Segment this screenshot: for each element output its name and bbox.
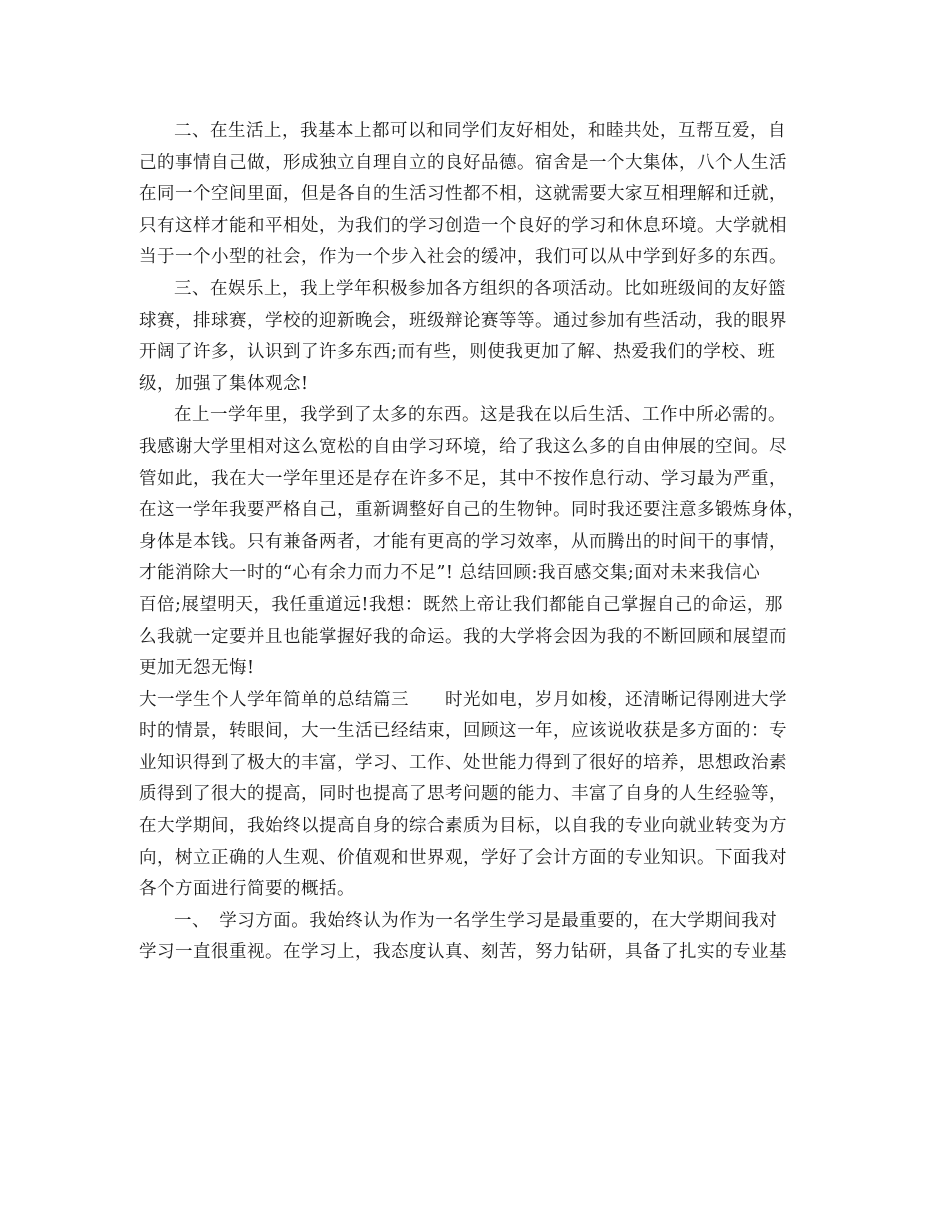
text-line: 在上一学年里，我学到了太多的东西。这是我在以后生活、工作中所必需的。: [174, 405, 786, 426]
text-line: 在大学期间，我始终以提高自身的综合素质为目标，以自我的专业向就业转变为方: [139, 816, 787, 837]
text-line: 学习一直很重视。在学习上，我态度认真、刻苦，努力钻研，具备了扎实的专业基: [139, 942, 787, 963]
text-line: 百倍;展望明天，我任重道远!我想：既然上帝让我们都能自己掌握自己的命运，那: [139, 594, 783, 615]
text-line: 一、 学习方面。我始终认为作为一名学生学习是最重要的，在大学期间我对: [174, 910, 778, 931]
text-line: 我感谢大学里相对这么宽松的自由学习环境，给了我这么多的自由伸展的空间。尽: [139, 436, 787, 457]
text-line: 身体是本钱。只有兼备两者，才能有更高的学习效率，从而腾出的时间干的事情，: [139, 531, 787, 552]
text-line: 当于一个小型的社会，作为一个步入社会的缓冲，我们可以从中学到好多的东西。: [139, 247, 787, 268]
text-line: 在这一学年我要严格自己，重新调整好自己的生物钟。同时我还要注意多锻炼身体，: [139, 500, 805, 521]
text-line: 管如此，我在大一学年里还是存在许多不足，其中不按作息行动、学习最为严重，: [139, 468, 787, 489]
text-line: 时的情景，转眼间，大一生活已经结束，回顾这一年，应该说收获是多方面的：专: [139, 721, 787, 742]
text-line: 大一学生个人学年简单的总结篇三 时光如电，岁月如梭，还清晰记得刚进大学: [139, 689, 787, 710]
text-line: 球赛，排球赛，学校的迎新晚会，班级辩论赛等等。通过参加有些活动，我的眼界: [139, 310, 787, 331]
text-line: 向，树立正确的人生观、价值观和世界观，学好了会计方面的专业知识。下面我对: [139, 847, 787, 868]
text-line: 更加无怨无悔!: [139, 658, 255, 679]
text-line: 只有这样才能和平相处，为我们的学习创造一个良好的学习和休息环境。大学就相: [139, 215, 787, 236]
text-line: 己的事情自己做，形成独立自理自立的良好品德。宿舍是一个大集体，八个人生活: [139, 152, 787, 173]
document-body: [139, 116, 819, 969]
text-line: 业知识得到了极大的丰富，学习、工作、处世能力得到了很好的培养，思想政治素: [139, 752, 787, 773]
text-line: 级，加强了集体观念!: [139, 373, 309, 394]
text-line: 二、在生活上，我基本上都可以和同学们友好相处，和睦共处，互帮互爱，自: [174, 121, 786, 141]
text-line: 三、在娱乐上，我上学年积极参加各方组织的各项活动。比如班级间的友好篮: [174, 278, 786, 299]
text-line: 才能消除大一时的“心有余力而力不足”! 总结回顾:我百感交集;面对未来我信心: [139, 563, 761, 584]
text-line: 么我就一定要并且也能掌握好我的命运。我的大学将会因为我的不断回顾和展望而: [139, 626, 787, 647]
text-line: 质得到了很大的提高，同时也提高了思考问题的能力、丰富了自身的人生经验等，: [139, 784, 787, 805]
text-line: 开阔了许多，认识到了许多东西;而有些，则使我更加了解、热爱我们的学校、班: [139, 342, 776, 363]
text-line: 在同一个空间里面，但是各自的生活习性都不相，这就需要大家互相理解和迁就，: [139, 184, 787, 205]
text-line: 各个方面进行简要的概括。: [139, 879, 355, 900]
